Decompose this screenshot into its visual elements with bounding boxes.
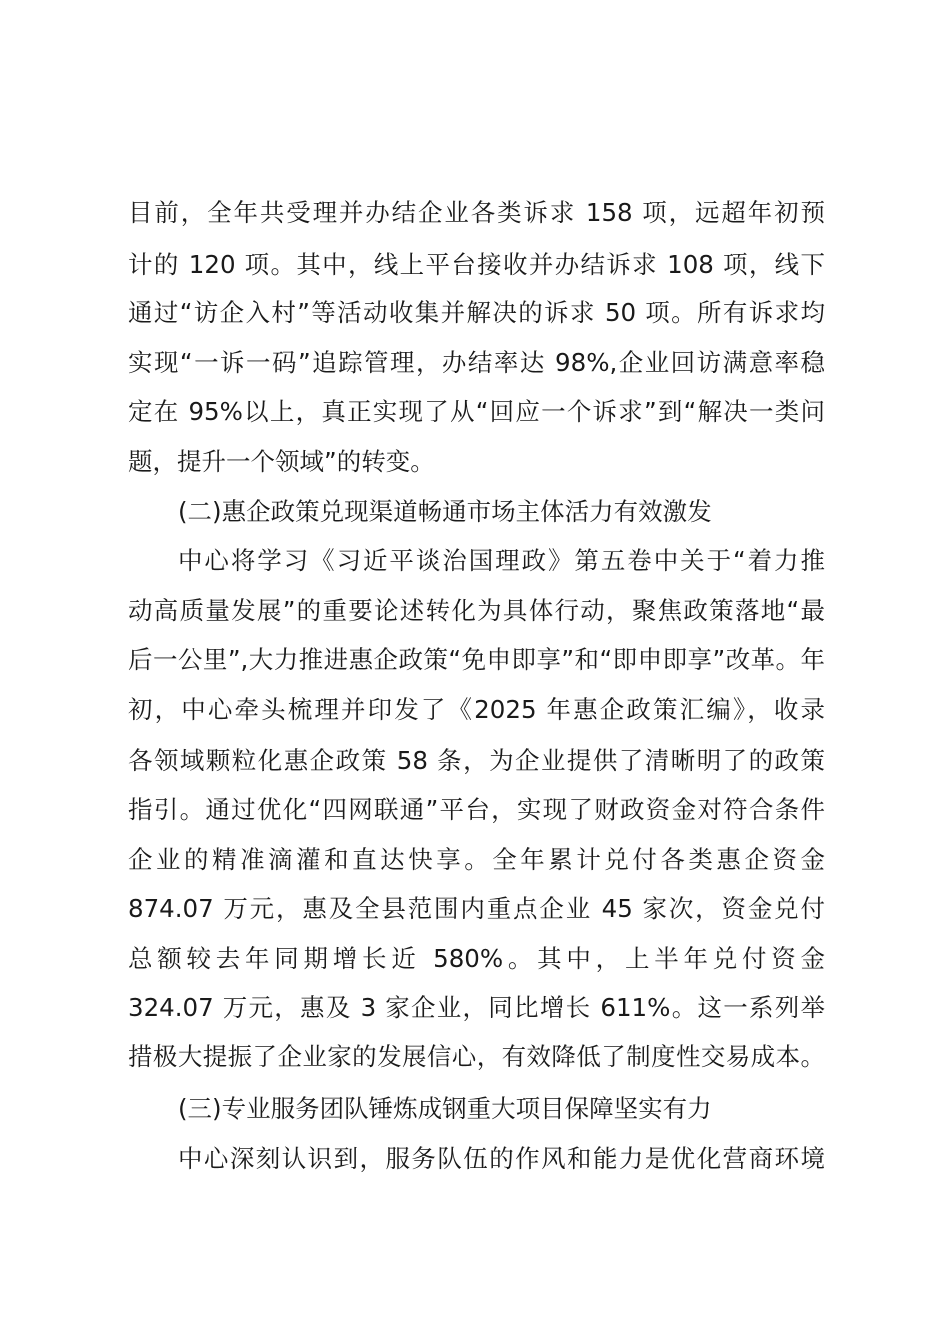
section-heading: (三)专业服务团队锤炼成钢重大项目保障坚实有力 [178, 1094, 712, 1123]
paragraph-line: 中心将学习《习近平谈治国理政》第五卷中关于“着力推 [178, 546, 825, 575]
paragraph-line: 总额较去年同期增长近 580%。其中，上半年兑付资金 [128, 944, 825, 973]
paragraph-line: 通过“访企入村”等活动收集并解决的诉求 50 项。所有诉求均 [128, 298, 825, 327]
paragraph-line: 中心深刻认识到，服务队伍的作风和能力是优化营商环境 [178, 1144, 825, 1173]
paragraph-line: 措极大提振了企业家的发展信心，有效降低了制度性交易成本。 [128, 1042, 825, 1071]
paragraph-line: 定在 95%以上，真正实现了从“回应一个诉求”到“解决一类问 [128, 397, 825, 426]
paragraph-line: 实现“一诉一码”追踪管理，办结率达 98%,企业回访满意率稳 [128, 348, 825, 377]
paragraph-line: 指引。通过优化“四网联通”平台，实现了财政资金对符合条件 [128, 795, 825, 824]
paragraph-line: 324.07 万元，惠及 3 家企业，同比增长 611%。这一系列举 [128, 993, 825, 1022]
paragraph-line: 初，中心牵头梳理并印发了《2025 年惠企政策汇编》，收录 [128, 695, 825, 724]
section-heading: (二)惠企政策兑现渠道畅通市场主体活力有效激发 [178, 497, 712, 526]
paragraph-line: 动高质量发展”的重要论述转化为具体行动，聚焦政策落地“最 [128, 596, 825, 625]
paragraph-line: 目前，全年共受理并办结企业各类诉求 158 项，远超年初预 [128, 198, 825, 227]
paragraph-line: 874.07 万元，惠及全县范围内重点企业 45 家次，资金兑付 [128, 894, 825, 923]
paragraph-line: 后一公里”,大力推进惠企政策“免申即享”和“即申即享”改革。年 [128, 645, 825, 674]
paragraph-line: 题，提升一个领域”的转变。 [128, 447, 435, 476]
paragraph-line: 各领域颗粒化惠企政策 58 条，为企业提供了清晰明了的政策 [128, 746, 825, 775]
paragraph-line: 计的 120 项。其中，线上平台接收并办结诉求 108 项，线下 [128, 250, 825, 279]
paragraph-line: 企业的精准滴灌和直达快享。全年累计兑付各类惠企资金 [128, 845, 825, 874]
